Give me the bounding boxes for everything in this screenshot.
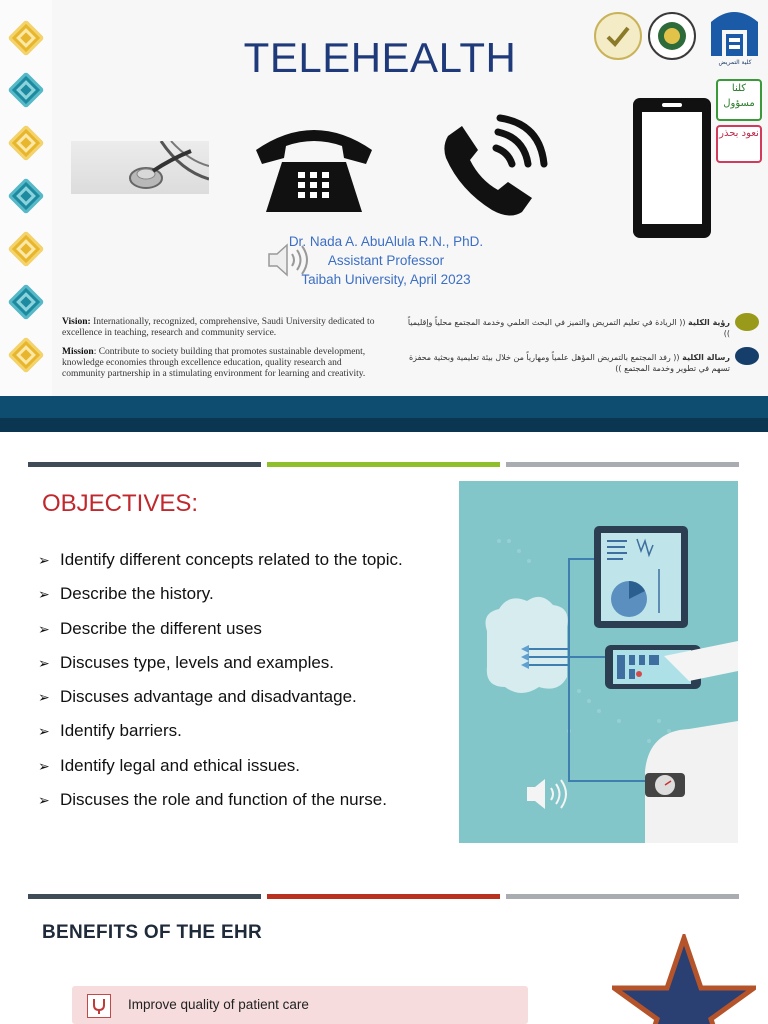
arrow-bullet-icon: ➢: [38, 723, 50, 740]
vision-statement: [62, 317, 380, 339]
divider: [506, 894, 739, 899]
mission-text-arabic: (( رفد المجتمع بالتمريض المؤهل علمياً ومهارياً من خلال بيئة تعليمية وبحثية محفزة تسهم في تطوير وخدمة المجتمع )): [408, 353, 730, 373]
ehr-heading: BENEFITS OF THE EHR: [42, 922, 262, 943]
divider: [28, 462, 261, 467]
speaker-icon[interactable]: [267, 243, 313, 277]
ehr-benefits-slide: [0, 864, 768, 1024]
list-item: ➢ Identify legal and ethical issues.: [38, 755, 301, 775]
bullet-dot-icon: [735, 313, 759, 331]
arrow-bullet-icon: ➢: [38, 586, 50, 603]
list-item: ➢ Describe the different uses: [38, 618, 262, 638]
vision-text: Internationally, recognized, comprehensive, Saudi University dedicated to excellence in teaching, research and community service.: [62, 317, 375, 338]
telephone-icon: [254, 120, 374, 215]
list-item: ➢ Identify different concepts related to the topic.: [38, 550, 403, 569]
bullet-dot-icon: [735, 347, 759, 365]
author-name: Dr. Nada A. AbuAlula R.N., PhD.: [288, 234, 484, 249]
objectives-heading: OBJECTIVES:: [42, 490, 199, 517]
divider: [267, 894, 500, 899]
mission-label: Mission: [62, 347, 94, 357]
divider: [267, 462, 500, 467]
author-role: Assistant Professor: [327, 253, 445, 268]
divider: [28, 894, 261, 899]
vision-label-arabic: رؤية الكلية: [688, 318, 730, 327]
mission-label-arabic: رسالة الكلية: [682, 353, 730, 362]
footer-bar: [0, 396, 768, 418]
phone-call-icon: [440, 114, 548, 220]
objectives-slide: [0, 432, 768, 864]
telehealth-illustration: [459, 481, 738, 843]
arrow-bullet-icon: ➢: [38, 654, 50, 671]
author-affiliation: Taibah University, April 2023: [301, 272, 471, 287]
arrow-bullet-icon: ➢: [38, 552, 50, 568]
benefit-item-text: Improve quality of patient care: [128, 997, 309, 1012]
benefit-item: [72, 986, 528, 1024]
stethoscope-image: [71, 141, 209, 194]
college-logo: [707, 8, 762, 58]
stethoscope-icon: [87, 994, 111, 1018]
title-slide: [0, 0, 768, 432]
slide-title: TELEHEALTH: [243, 34, 517, 81]
list-item: ➢ Discuses type, levels and examples.: [38, 652, 335, 672]
list-item: ➢ Discuses the role and function of the nurse.: [38, 790, 387, 810]
vision-label: Vision:: [62, 317, 91, 327]
campaign-sticker: كلنا مسؤول: [716, 79, 762, 121]
footer-bar-dark: [0, 418, 768, 432]
list-item: ➢ Discuses advantage and disadvantage.: [38, 687, 357, 707]
arrow-bullet-icon: ➢: [38, 620, 50, 637]
mission-statement: [62, 347, 380, 380]
vision-statement-arabic: [400, 317, 730, 339]
smartphone-icon: [633, 98, 711, 238]
arrow-bullet-icon: ➢: [38, 689, 50, 706]
mission-text: : Contribute to society building that promotes sustainable development, knowledge economies through excellence education, quality research and community partnership in a stimulating environment for learning and creativity.: [62, 347, 366, 379]
vision-text-arabic: (( الريادة في تعليم التمريض والتميز في البحث العلمي وخدمة المجتمع محلياً وإقليمياً )): [407, 318, 730, 338]
divider: [506, 462, 739, 467]
list-item: ➢ Identify barriers.: [38, 721, 182, 741]
star-icon: [612, 934, 756, 1024]
arrow-bullet-icon: ➢: [38, 757, 50, 774]
objectives-list: [38, 550, 403, 824]
campaign-sticker: نعود بحذر: [716, 125, 762, 163]
accreditation-logo: [594, 12, 642, 60]
arrow-bullet-icon: ➢: [38, 792, 50, 809]
college-caption: كلية التمريض: [718, 59, 752, 66]
mission-statement-arabic: [400, 352, 730, 374]
university-seal-logo: [648, 12, 696, 60]
list-item: ➢ Describe the history.: [38, 584, 214, 604]
